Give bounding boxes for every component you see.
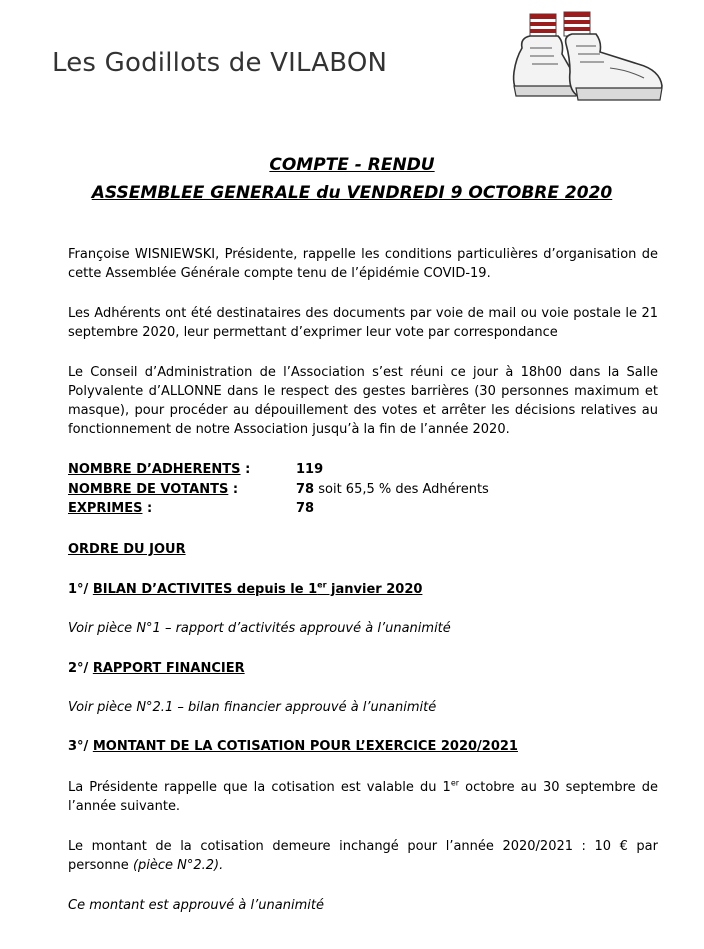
agenda-heading: ORDRE DU JOUR <box>68 542 186 557</box>
stat-votants-value: 78 soit 65,5 % des Adhérents <box>296 482 489 497</box>
stat-exprimes-label: EXPRIMES : <box>68 501 153 516</box>
section-2-title: 2°/ RAPPORT FINANCIER <box>68 661 245 676</box>
section-3-paragraph-validity: La Présidente rappelle que la cotisation est valable du 1er octobre au 30 septembre de l’année suivante. <box>68 778 658 814</box>
section-3-paragraph-amount: Le montant de la cotisation demeure inchangé pour l’année 2020/2021 : 10 € par personne (pièce N°2.2). <box>68 839 658 873</box>
section-1-text: Voir pièce N°1 – rapport d’activités approuvé à l’unanimité <box>68 621 451 636</box>
title-line-2: ASSEMBLEE GENERALE du VENDREDI 9 OCTOBRE 2020 <box>91 183 613 203</box>
hiking-boots-icon <box>500 8 680 108</box>
section-3-approval: Ce montant est approuvé à l’unanimité <box>68 898 324 913</box>
paragraph-documents: Les Adhérents ont été destinataires des documents par voie de mail ou voie postale le 21 septembre 2020, leur permettant d’exprimer leur vote par correspondance <box>68 306 658 340</box>
paragraph-intro: Françoise WISNIEWSKI, Présidente, rappelle les conditions particulières d’organisation de cette Assemblée Générale compte tenu de l’épidémie COVID-19. <box>68 247 658 281</box>
paragraph-council: Le Conseil d’Administration de l’Association s’est réuni ce jour à 18h00 dans la Salle Polyvalente d’ALLONNE dans le respect des gestes barrières (30 personnes maximum et masque), pour procéder au dépouillement des votes et arrêter les décisions relatives au fonctionnement de notre Association jusqu’à la fin de l’année 2020. <box>68 365 658 437</box>
stat-exprimes-value: 78 <box>296 501 315 516</box>
section-3-title: 3°/ MONTANT DE LA COTISATION POUR L’EXERCICE 2020/2021 <box>68 739 518 754</box>
section-1-title: 1°/ BILAN D’ACTIVITES depuis le 1er janvier 2020 <box>68 580 423 597</box>
title-line-1: COMPTE - RENDU <box>269 155 435 175</box>
stat-votants-label: NOMBRE DE VOTANTS : <box>68 482 239 497</box>
stat-adherents-label: NOMBRE D’ADHERENTS : <box>68 462 251 477</box>
section-2-text: Voir pièce N°2.1 – bilan financier approuvé à l’unanimité <box>68 700 437 715</box>
stat-adherents-value: 119 <box>296 462 324 477</box>
organization-name: Les Godillots de VILABON <box>52 48 388 78</box>
